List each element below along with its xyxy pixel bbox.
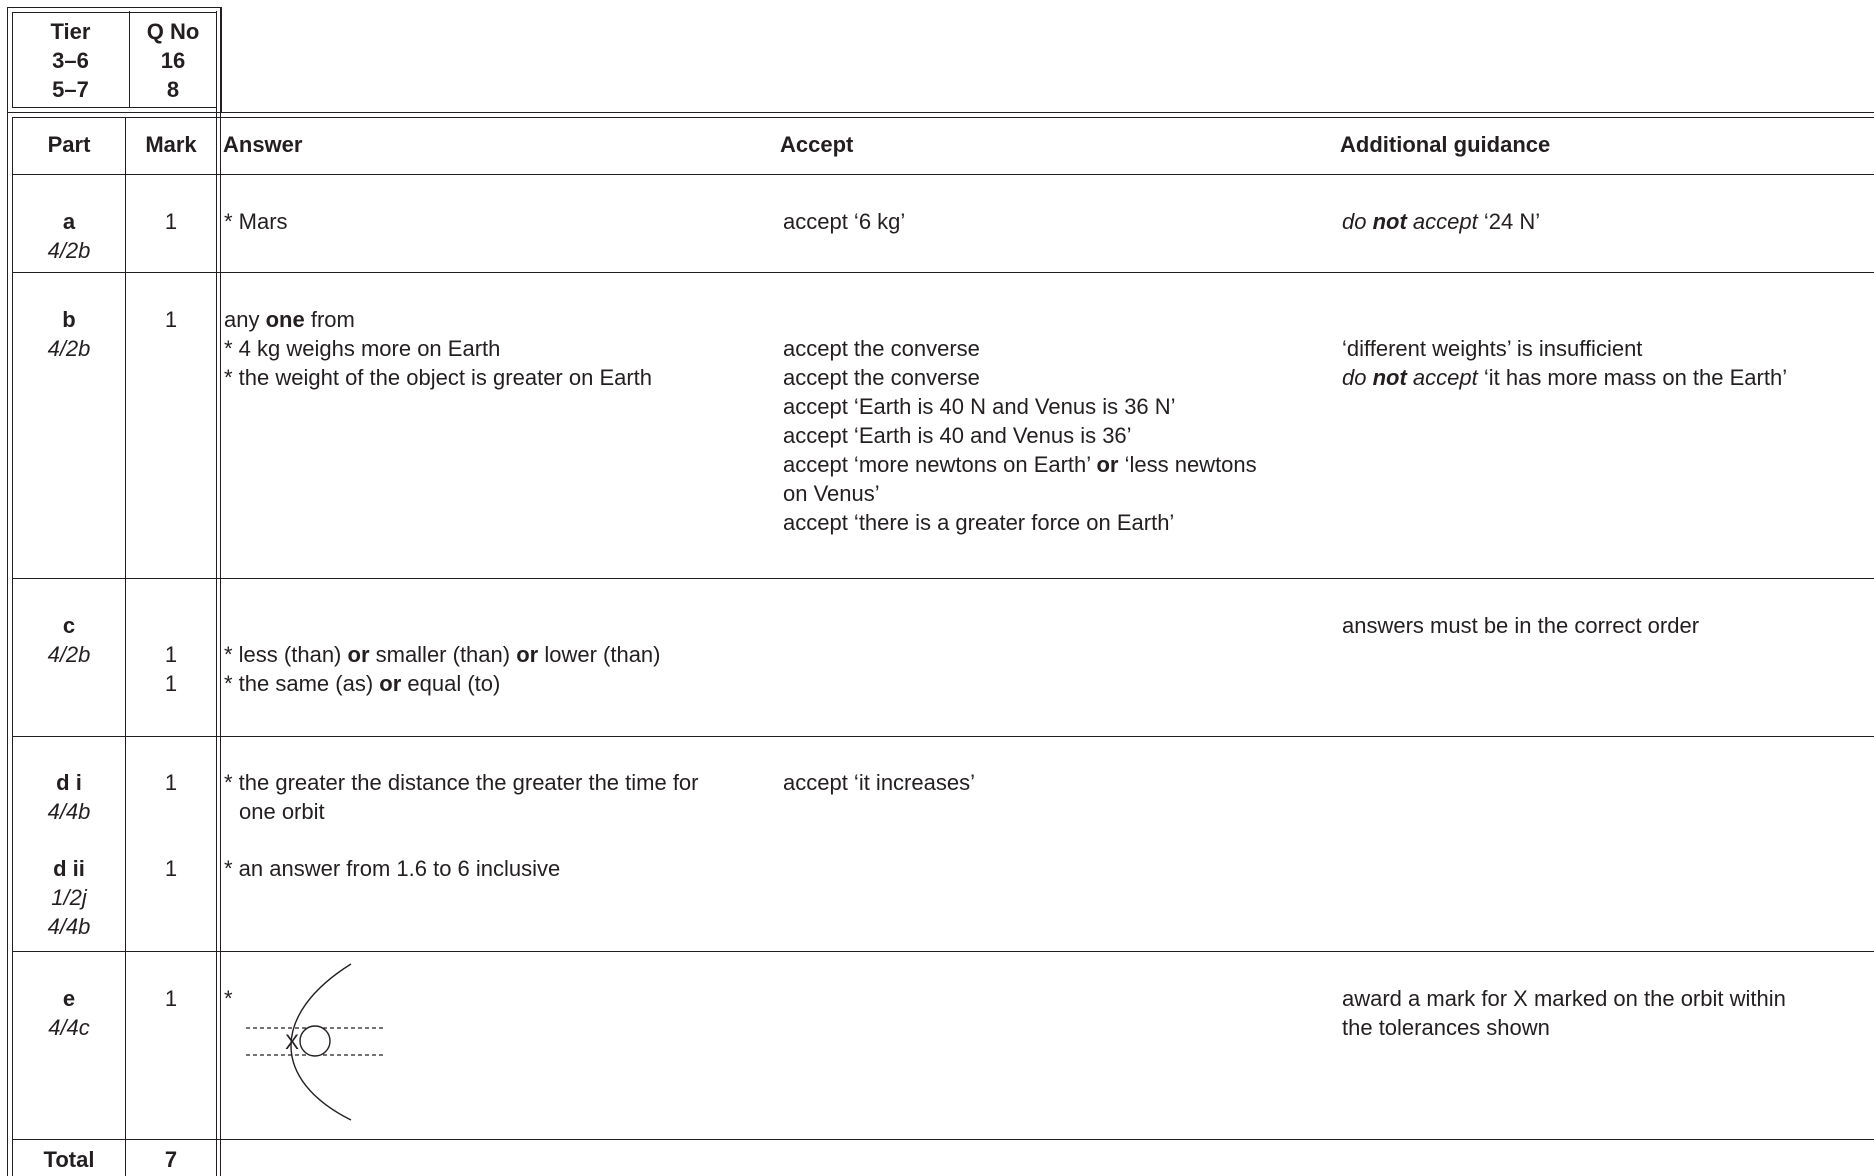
total-value: 7 [164, 1147, 178, 1172]
part-c: c 4/2b [47, 613, 91, 667]
answer-a: * Mars [224, 209, 288, 234]
row-divider-a [12, 272, 1874, 273]
answer-d-ii: * an answer from 1.6 to 6 inclusive [224, 856, 561, 881]
header-mark: Mark [145, 132, 197, 157]
row-divider-d [12, 951, 1874, 952]
mark-a: 1 [164, 209, 178, 234]
part-b: b 4/2b [47, 307, 91, 361]
mark-d-ii: 1 [164, 856, 178, 881]
mark-b: 1 [164, 307, 178, 332]
planet-circle [300, 1026, 330, 1056]
guidance-a: do not accept ‘24 N’ [1342, 209, 1541, 234]
tier-box-right-inner [216, 11, 217, 1176]
mark-e: 1 [164, 986, 178, 1011]
question-number: Q No 16 8 [146, 19, 200, 102]
table-border-top-outer [7, 112, 1874, 113]
part-a: a 4/2b [47, 209, 91, 263]
header-part: Part [47, 132, 91, 157]
answer-c: * less (than) or smaller (than) or lower (than) * the same (as) or equal (to) [224, 642, 661, 696]
guidance-b: ‘different weights’ is insufficient do not accept ‘it has more mass on the Earth’ [1342, 336, 1788, 390]
row-divider-b [12, 578, 1874, 579]
tier-box-right-outer [220, 7, 221, 1176]
header-accept: Accept [780, 132, 854, 157]
guidance-c: answers must be in the correct order [1342, 613, 1700, 638]
orbit-diagram [240, 960, 400, 1130]
accept-d-i: accept ‘it increases’ [783, 770, 975, 795]
part-d-i: d i 4/4b [47, 770, 91, 824]
part-e: e 4/4c [48, 986, 90, 1040]
total-label: Total [43, 1147, 95, 1172]
guidance-e: award a mark for X marked on the orbit within the tolerances shown [1342, 986, 1786, 1040]
accept-a: accept ‘6 kg’ [783, 209, 906, 234]
accept-b: accept the converse accept the converse accept ‘Earth is 40 N and Venus is 36 N’ accept ‘Earth is 40 and Venus is 36’ accept ‘more newtons on Earth’ or ‘less newtons on Venus’ accept ‘there is a greater force on Earth’ [783, 336, 1257, 535]
x-mark: X [285, 1031, 300, 1054]
tier-label: Tier 3–6 5–7 [50, 19, 91, 102]
row-divider-header [12, 174, 1874, 175]
mark-d-i: 1 [164, 770, 178, 795]
mark-c: 1 1 [164, 642, 178, 696]
part-d-ii: d ii 1/2j 4/4b [47, 856, 91, 939]
header-guidance: Additional guidance [1340, 132, 1551, 157]
answer-e-star: * [224, 986, 233, 1011]
answer-b: any one from * 4 kg weighs more on Earth * the weight of the object is greater on Earth [224, 307, 653, 390]
table-border-top-inner [12, 117, 1874, 118]
header-answer: Answer [223, 132, 303, 157]
answer-d-i: * the greater the distance the greater the time for one orbit [224, 770, 699, 824]
row-divider-e [12, 1139, 1874, 1140]
table-border-left-outer [7, 112, 8, 1176]
row-divider-c [12, 736, 1874, 737]
